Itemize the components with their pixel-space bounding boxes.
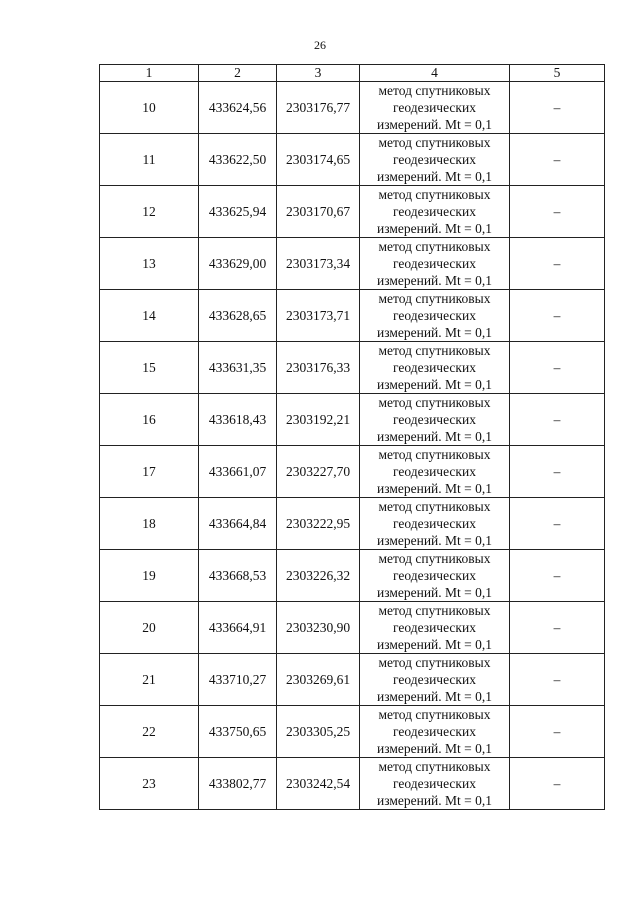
y-coordinate-cell: 2303230,90 <box>277 602 360 654</box>
y-coordinate-cell: 2303173,71 <box>277 290 360 342</box>
y-coordinate-cell: 2303269,61 <box>277 654 360 706</box>
x-coordinate-cell: 433664,91 <box>199 602 277 654</box>
y-coordinate-cell: 2303227,70 <box>277 446 360 498</box>
table-row <box>100 238 605 290</box>
note-cell: – <box>510 186 605 238</box>
method-cell: метод спутниковых геодезических измерений. Mt = 0,1 <box>360 238 510 290</box>
note-cell: – <box>510 602 605 654</box>
column-header: 3 <box>277 65 360 82</box>
x-coordinate-cell: 433750,65 <box>199 706 277 758</box>
table-row <box>100 758 605 810</box>
point-number-cell: 23 <box>100 758 199 810</box>
point-number-cell: 14 <box>100 290 199 342</box>
y-coordinate-cell: 2303176,77 <box>277 82 360 134</box>
note-cell: – <box>510 550 605 602</box>
method-cell: метод спутниковых геодезических измерений. Mt = 0,1 <box>360 394 510 446</box>
method-cell: метод спутниковых геодезических измерений. Mt = 0,1 <box>360 134 510 186</box>
y-coordinate-cell: 2303170,67 <box>277 186 360 238</box>
table-row <box>100 134 605 186</box>
note-cell: – <box>510 238 605 290</box>
table-row <box>100 394 605 446</box>
method-cell: метод спутниковых геодезических измерений. Mt = 0,1 <box>360 706 510 758</box>
point-number-cell: 17 <box>100 446 199 498</box>
point-number-cell: 16 <box>100 394 199 446</box>
method-cell: метод спутниковых геодезических измерений. Mt = 0,1 <box>360 186 510 238</box>
point-number-cell: 15 <box>100 342 199 394</box>
x-coordinate-cell: 433668,53 <box>199 550 277 602</box>
point-number-cell: 13 <box>100 238 199 290</box>
note-cell: – <box>510 498 605 550</box>
note-cell: – <box>510 342 605 394</box>
x-coordinate-cell: 433628,65 <box>199 290 277 342</box>
y-coordinate-cell: 2303226,32 <box>277 550 360 602</box>
note-cell: – <box>510 706 605 758</box>
point-number-cell: 22 <box>100 706 199 758</box>
note-cell: – <box>510 290 605 342</box>
table-row <box>100 602 605 654</box>
x-coordinate-cell: 433802,77 <box>199 758 277 810</box>
table-row <box>100 82 605 134</box>
x-coordinate-cell: 433631,35 <box>199 342 277 394</box>
x-coordinate-cell: 433622,50 <box>199 134 277 186</box>
note-cell: – <box>510 394 605 446</box>
note-cell: – <box>510 446 605 498</box>
x-coordinate-cell: 433661,07 <box>199 446 277 498</box>
y-coordinate-cell: 2303173,34 <box>277 238 360 290</box>
point-number-cell: 19 <box>100 550 199 602</box>
x-coordinate-cell: 433624,56 <box>199 82 277 134</box>
point-number-cell: 21 <box>100 654 199 706</box>
column-header: 1 <box>100 65 199 82</box>
table-row <box>100 550 605 602</box>
x-coordinate-cell: 433710,27 <box>199 654 277 706</box>
table-row <box>100 342 605 394</box>
table-row <box>100 654 605 706</box>
method-cell: метод спутниковых геодезических измерений. Mt = 0,1 <box>360 654 510 706</box>
point-number-cell: 10 <box>100 82 199 134</box>
method-cell: метод спутниковых геодезических измерений. Mt = 0,1 <box>360 602 510 654</box>
table-row <box>100 290 605 342</box>
method-cell: метод спутниковых геодезических измерений. Mt = 0,1 <box>360 550 510 602</box>
y-coordinate-cell: 2303176,33 <box>277 342 360 394</box>
note-cell: – <box>510 654 605 706</box>
method-cell: метод спутниковых геодезических измерений. Mt = 0,1 <box>360 446 510 498</box>
table-row <box>100 446 605 498</box>
y-coordinate-cell: 2303222,95 <box>277 498 360 550</box>
point-number-cell: 11 <box>100 134 199 186</box>
x-coordinate-cell: 433664,84 <box>199 498 277 550</box>
table-row <box>100 498 605 550</box>
note-cell: – <box>510 82 605 134</box>
column-header: 5 <box>510 65 605 82</box>
y-coordinate-cell: 2303305,25 <box>277 706 360 758</box>
coordinates-table <box>99 64 605 810</box>
point-number-cell: 18 <box>100 498 199 550</box>
point-number-cell: 20 <box>100 602 199 654</box>
method-cell: метод спутниковых геодезических измерений. Mt = 0,1 <box>360 290 510 342</box>
table-row <box>100 186 605 238</box>
x-coordinate-cell: 433625,94 <box>199 186 277 238</box>
method-cell: метод спутниковых геодезических измерений. Mt = 0,1 <box>360 498 510 550</box>
column-header: 2 <box>199 65 277 82</box>
table-header-row <box>100 65 605 82</box>
note-cell: – <box>510 134 605 186</box>
note-cell: – <box>510 758 605 810</box>
y-coordinate-cell: 2303192,21 <box>277 394 360 446</box>
method-cell: метод спутниковых геодезических измерений. Mt = 0,1 <box>360 758 510 810</box>
x-coordinate-cell: 433629,00 <box>199 238 277 290</box>
table-row <box>100 706 605 758</box>
y-coordinate-cell: 2303174,65 <box>277 134 360 186</box>
x-coordinate-cell: 433618,43 <box>199 394 277 446</box>
column-header: 4 <box>360 65 510 82</box>
method-cell: метод спутниковых геодезических измерений. Mt = 0,1 <box>360 342 510 394</box>
point-number-cell: 12 <box>100 186 199 238</box>
page-number: 26 <box>314 38 326 52</box>
y-coordinate-cell: 2303242,54 <box>277 758 360 810</box>
method-cell: метод спутниковых геодезических измерений. Mt = 0,1 <box>360 82 510 134</box>
